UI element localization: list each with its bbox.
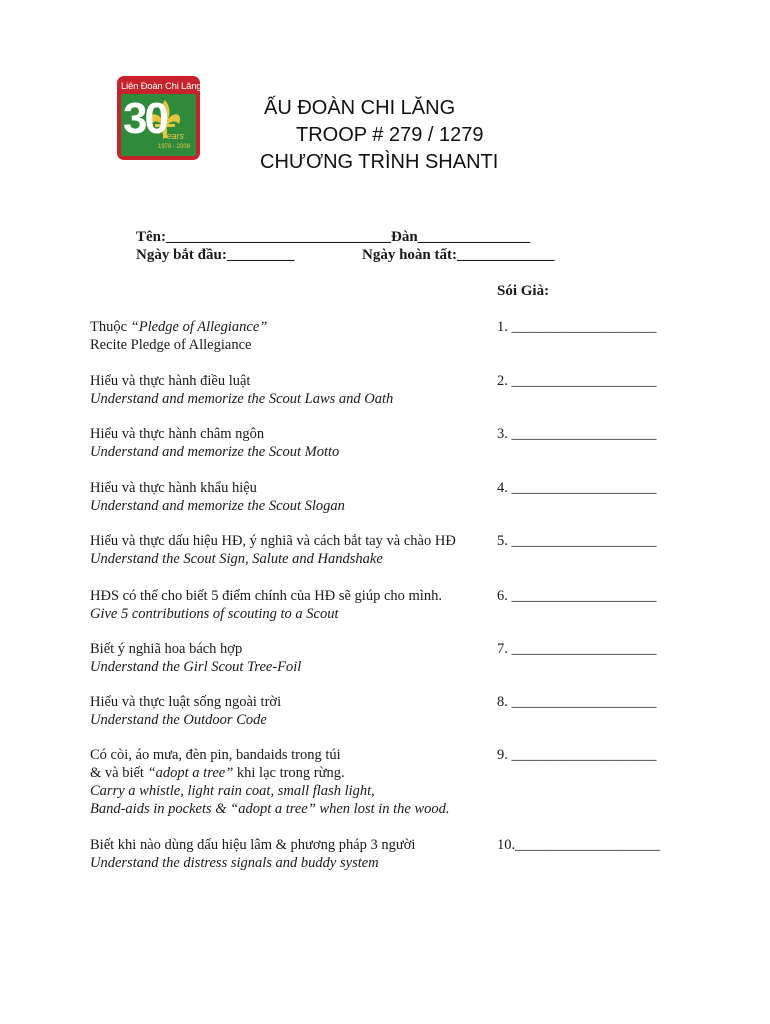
requirement-line: [90, 658, 490, 676]
requirement-line: [90, 711, 490, 729]
requirement-english-text: Band-aids in pockets & “adopt a tree” when lost in the wood.: [90, 801, 450, 817]
requirement-vietnamese-text: Hiểu và thực dấu hiệu HĐ, ý nghiã và cách bắt tay và chào HĐ: [90, 533, 456, 549]
header-program: CHƯƠNG TRÌNH SHANTI: [260, 151, 499, 173]
logo-banner-text: Liên Đoàn Chi Lăng: [121, 81, 202, 92]
requirement-english-text: Give 5 contributions of scouting to a Scout: [90, 606, 339, 622]
requirement-vietnamese-text: Recite Pledge of Allegiance: [90, 337, 252, 353]
requirement-text: [90, 479, 490, 515]
header-troop: TROOP # 279 / 1279: [296, 124, 484, 146]
requirement-line: [90, 497, 490, 515]
signature-line: 5. ____________________: [497, 533, 657, 549]
requirement-english-text: Understand and memorize the Scout Laws and Oath: [90, 391, 394, 407]
requirement-line: [90, 605, 490, 623]
signature-line: 2. ____________________: [497, 373, 657, 389]
logo-dates: 1978 - 2008: [158, 144, 191, 150]
requirement-line: [90, 782, 490, 800]
requirement-english-text: Carry a whistle, light rain coat, small flash light,: [90, 783, 375, 799]
requirement-vietnamese-text: Biết khi nào dùng dấu hiệu lâm & phương pháp 3 người: [90, 837, 416, 853]
requirement-english-text: Understand the Girl Scout Tree-Foil: [90, 659, 302, 675]
name-field-line: Tên:______________________________Đàn_______________: [136, 229, 531, 245]
requirement-english-text: Understand and memorize the Scout Motto: [90, 444, 340, 460]
start-date-line: Ngày bắt đầu:_________: [136, 247, 295, 263]
requirement-text: [90, 640, 490, 676]
requirement-text: [90, 532, 490, 568]
requirement-vietnamese-text: Thuộc: [90, 319, 131, 335]
requirement-line: [90, 425, 490, 443]
requirement-line: [90, 479, 490, 497]
signature-column-header: Sói Già:: [497, 283, 550, 299]
requirement-text: [90, 746, 490, 818]
requirement-line: [90, 443, 490, 461]
requirement-vietnamese-text: HĐS có thể cho biết 5 điểm chính của HĐ sẽ giúp cho mình.: [90, 588, 442, 604]
signature-line: 9. ____________________: [497, 747, 657, 763]
requirement-line: [90, 800, 490, 818]
requirement-vietnamese-text: Hiểu và thực hành châm ngôn: [90, 426, 265, 442]
requirement-text: [90, 372, 490, 408]
signature-line: 8. ____________________: [497, 694, 657, 710]
requirement-english-text: “adopt a tree”: [147, 765, 234, 781]
requirement-vietnamese-text: Hiểu và thực luật sống ngoài trời: [90, 694, 282, 710]
requirement-text: [90, 425, 490, 461]
requirement-line: [90, 640, 490, 658]
requirement-line: [90, 532, 490, 550]
logo-number: 30: [123, 94, 166, 143]
header-title: ẤU ĐOÀN CHI LĂNG: [264, 97, 456, 119]
requirement-line: [90, 764, 490, 782]
logo-emblem: [121, 94, 196, 156]
signature-line: 3. ____________________: [497, 426, 657, 442]
requirement-vietnamese-text: Biết ý nghiã hoa bách hợp: [90, 641, 243, 657]
requirement-english-text: Understand the Scout Sign, Salute and Handshake: [90, 551, 383, 567]
requirement-line: [90, 318, 490, 336]
requirement-text: [90, 318, 490, 354]
requirement-vietnamese-text: Có còi, áo mưa, đèn pin, bandaids trong túi: [90, 747, 341, 763]
requirement-line: [90, 336, 490, 354]
requirement-vietnamese-text: Hiểu và thực hành khẩu hiệu: [90, 480, 257, 496]
signature-line: 10.____________________: [497, 837, 661, 853]
finish-date-line: Ngày hoàn tất:_____________: [362, 247, 555, 263]
requirement-line: [90, 372, 490, 390]
troop-logo: [117, 76, 200, 160]
requirement-text: [90, 587, 490, 623]
signature-line: 1. ____________________: [497, 319, 657, 335]
requirement-text: [90, 693, 490, 729]
requirement-english-text: Understand the Outdoor Code: [90, 712, 267, 728]
requirement-line: [90, 693, 490, 711]
requirement-english-text: Understand and memorize the Scout Slogan: [90, 498, 345, 514]
requirement-vietnamese-text: & và biết: [90, 765, 148, 781]
requirement-line: [90, 587, 490, 605]
requirement-line: [90, 746, 490, 764]
signature-line: 7. ____________________: [497, 641, 657, 657]
requirement-line: [90, 836, 490, 854]
requirement-text: [90, 836, 490, 872]
signature-line: 4. ____________________: [497, 480, 657, 496]
logo-years: Years: [161, 131, 185, 141]
requirement-english-text: Understand the distress signals and buddy system: [90, 855, 379, 871]
requirement-vietnamese-text: khi lạc trong rừng.: [233, 765, 345, 781]
requirement-line: [90, 550, 490, 568]
requirement-vietnamese-text: Hiểu và thực hành điều luật: [90, 373, 251, 389]
requirement-english-text: “Pledge of Allegiance”: [130, 319, 268, 335]
requirement-line: [90, 854, 490, 872]
signature-line: 6. ____________________: [497, 588, 657, 604]
requirement-line: [90, 390, 490, 408]
